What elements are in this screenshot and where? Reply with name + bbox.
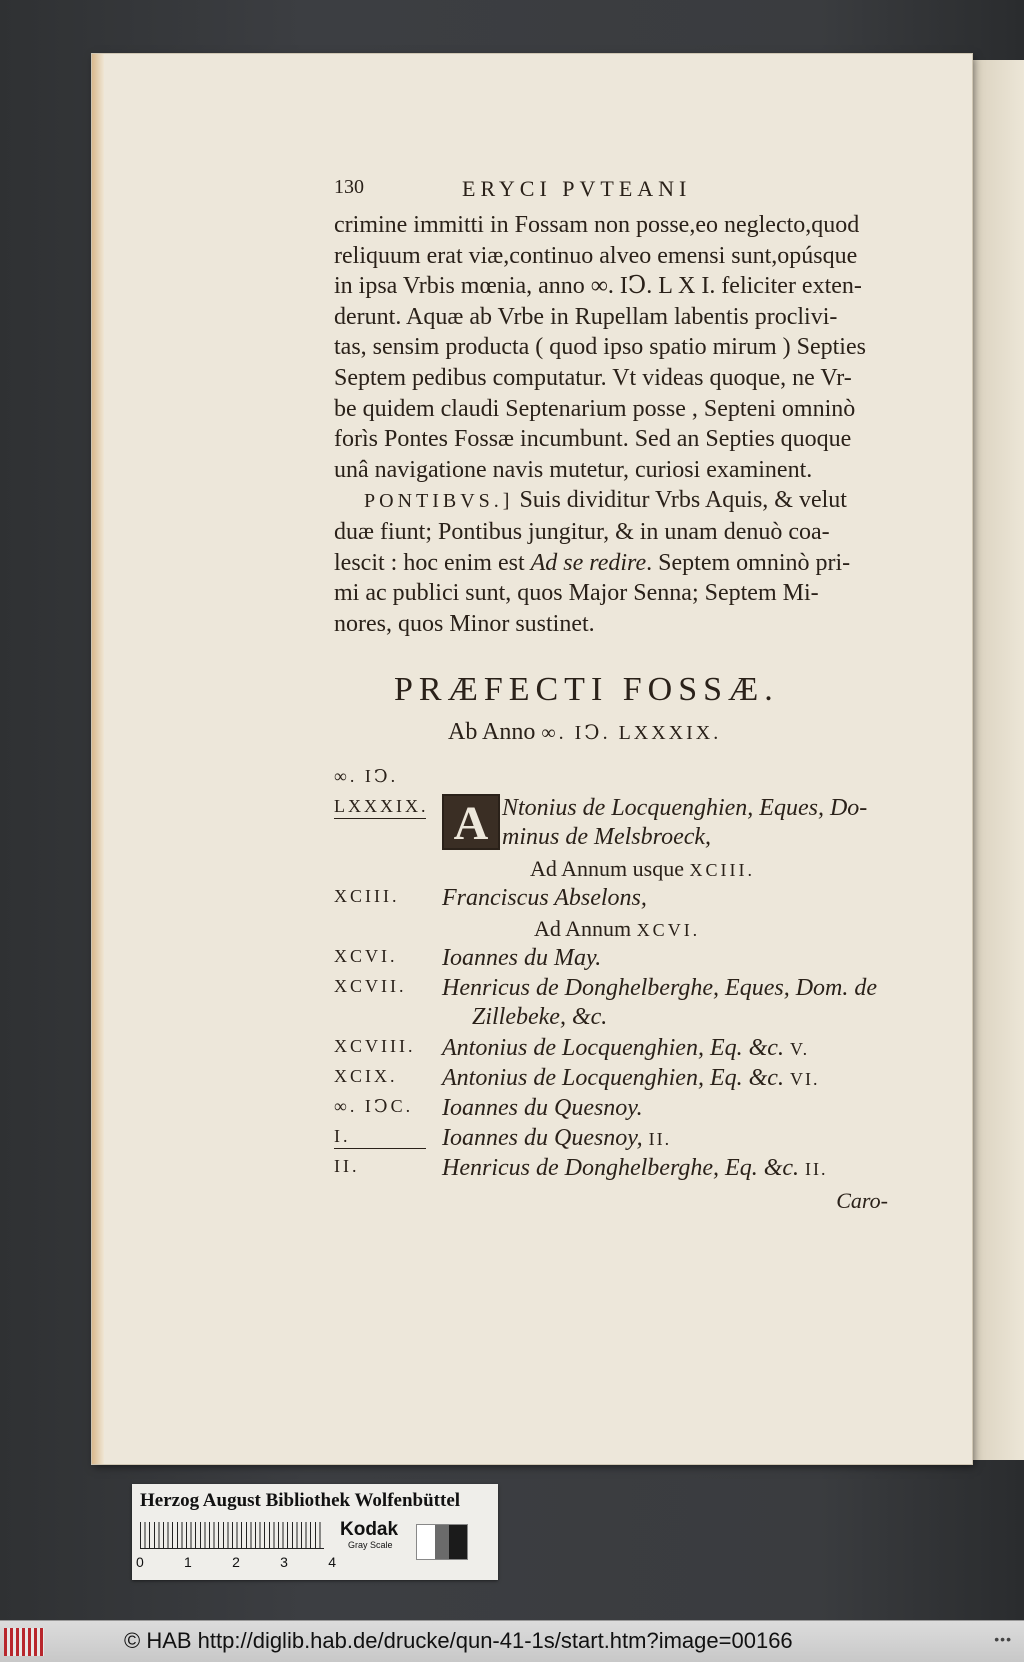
ruler-digit: 3 — [280, 1554, 288, 1570]
facing-page-edge — [968, 60, 1024, 1460]
ruler-digit: 0 — [136, 1554, 144, 1570]
entry-line: Ntonius de Locquenghien, Eques, Do- — [502, 795, 868, 822]
entry-text: Antonius de Locquenghien, Eq. &c. — [442, 1035, 784, 1062]
card-title: Herzog August Bibliothek Wolfenbüttel — [140, 1490, 461, 1511]
entry-name — [442, 1034, 809, 1064]
list-item — [334, 914, 894, 944]
body-line: unâ navigatione navis mutetur, curiosi examinent. — [334, 456, 813, 483]
entry-name — [502, 794, 867, 852]
entry-name: Ioannes du May. — [442, 945, 602, 972]
entry-text: Henricus de Donghelberghe, Eq. &c. — [442, 1155, 800, 1182]
list-item — [334, 1064, 894, 1094]
pontibus-text: Suis dividitur Vrbs Aquis, & velut — [519, 487, 847, 514]
pontibus-paragraph-first-line — [334, 485, 894, 517]
kodak-subtitle: Gray Scale — [348, 1540, 393, 1550]
entry-name — [442, 1124, 671, 1154]
until-year: XCIII. — [689, 860, 755, 881]
body-line: reliquum erat viæ,continuo alveo emensi sunt,opúsque — [334, 242, 858, 269]
subheading-prefix: Ab Anno — [448, 719, 536, 746]
list-item — [334, 944, 894, 974]
body-line: mi ac publici sunt, quos Major Senna; Septem Mi- — [334, 580, 819, 607]
ruler-scale — [140, 1522, 324, 1549]
entry-name: Ioannes du Quesnoy. — [442, 1095, 643, 1122]
entry-name — [442, 1154, 828, 1184]
body-line: nores, quos Minor sustinet. — [334, 610, 595, 637]
list-item — [334, 794, 894, 854]
body-line: derunt. Aquæ ab Vrbe in Rupellam labentis proclivi- — [334, 303, 838, 330]
ruler-digit: 1 — [184, 1554, 192, 1570]
body-line: duæ fiunt; Pontibus jungitur, & in unam denuò coa- — [334, 518, 830, 545]
entry-suffix: V. — [789, 1039, 810, 1060]
entry-year: XCIX. — [334, 1066, 398, 1087]
entry-name — [442, 1064, 819, 1094]
viewer-footer — [0, 1620, 1024, 1662]
body-line — [334, 548, 894, 579]
list-item — [334, 854, 894, 884]
page-gutter-shadow — [92, 54, 104, 1464]
section-subheading — [334, 715, 894, 750]
list-item — [334, 1124, 894, 1154]
page-number: 130 — [334, 176, 364, 198]
entry-text: Antonius de Locquenghien, Eq. &c. — [442, 1065, 784, 1092]
prefects-list — [334, 764, 894, 1184]
entry-year: I. — [334, 1126, 426, 1149]
running-head — [334, 176, 894, 210]
entry-name: Franciscus Abselons, — [442, 885, 647, 912]
entry-year: XCVIII. — [334, 1036, 416, 1057]
more-options-icon[interactable]: ••• — [994, 1631, 1012, 1647]
decorated-initial: A — [442, 794, 500, 850]
footer-copyright-link[interactable]: © HAB http://diglib.hab.de/drucke/qun-41-1s/start.htm?image=00166 — [124, 1628, 793, 1653]
entry-year: XCVI. — [334, 946, 398, 967]
entry-line: Henricus de Donghelberghe, Eques, Dom. de — [442, 975, 878, 1002]
list-item — [334, 1034, 894, 1064]
entry-suffix: II. — [805, 1159, 828, 1180]
body-line: in ipsa Vrbis mœnia, anno ∞. IↃ. L X I. feliciter exten- — [334, 273, 862, 300]
body-line: forìs Pontes Fossæ incumbunt. Sed an Septies quoque — [334, 426, 852, 453]
until-label: Ad Annum usque — [530, 856, 684, 882]
page-text-block — [334, 176, 894, 1214]
body-text: . Septem omninò pri- — [646, 549, 851, 576]
list-item — [334, 1094, 894, 1124]
running-title: ERYCI PVTEANI — [462, 176, 692, 201]
list-item — [334, 884, 894, 914]
entry-year: LXXXIX. — [334, 796, 426, 819]
kodak-brand: Kodak — [340, 1519, 399, 1540]
entry-line: Zillebeke, &c. — [472, 1004, 608, 1031]
color-calibration-card — [132, 1484, 498, 1580]
subheading-year: ∞. IↃ. LXXXIX. — [541, 722, 722, 745]
ruler-digit: 2 — [232, 1554, 240, 1570]
list-item — [334, 764, 894, 794]
pontibus-label: PONTIBVS.] — [364, 490, 514, 513]
list-item — [334, 974, 894, 1034]
entry-year: ∞. IↃC. — [334, 1096, 414, 1117]
body-text: lescit : hoc enim est — [334, 549, 531, 576]
entry-year: XCVII. — [334, 976, 407, 997]
body-line: be quidem claudi Septenarium posse , Septeni omninò — [334, 395, 856, 422]
list-item — [334, 1154, 894, 1184]
entry-year: XCIII. — [334, 886, 400, 907]
entry-name — [442, 974, 877, 1032]
entry-suffix: VI. — [789, 1069, 820, 1090]
ad-se-redire-phrase: Ad se redire — [530, 549, 647, 576]
until-label: Ad Annum — [534, 916, 632, 942]
body-line: crimine immitti in Fossam non posse,eo neglecto,quod — [334, 212, 860, 238]
entry-line: minus de Melsbroeck, — [502, 824, 712, 851]
hab-logo-icon[interactable] — [4, 1628, 44, 1656]
entry-text: Ioannes du Quesnoy, — [442, 1125, 643, 1152]
ruler-digits — [136, 1554, 336, 1570]
entry-year: ∞. IↃ. — [334, 766, 399, 787]
entry-year: II. — [334, 1156, 360, 1177]
body-line: tas, sensim producta ( quod ipso spatio mirum ) Septies — [334, 334, 866, 361]
until-year: XCVI. — [636, 920, 701, 941]
catchword: Caro- — [836, 1188, 888, 1214]
ruler-digit: 4 — [328, 1554, 336, 1570]
section-heading: PRÆFECTI FOSSÆ. — [394, 671, 779, 709]
kodak-label — [340, 1520, 398, 1551]
entry-until — [334, 854, 894, 885]
gray-scale-swatch — [416, 1524, 468, 1560]
entry-suffix: II. — [648, 1129, 672, 1150]
entry-until — [334, 914, 894, 945]
body-line: Septem pedibus computatur. Vt videas quoque, ne Vr- — [334, 364, 852, 391]
